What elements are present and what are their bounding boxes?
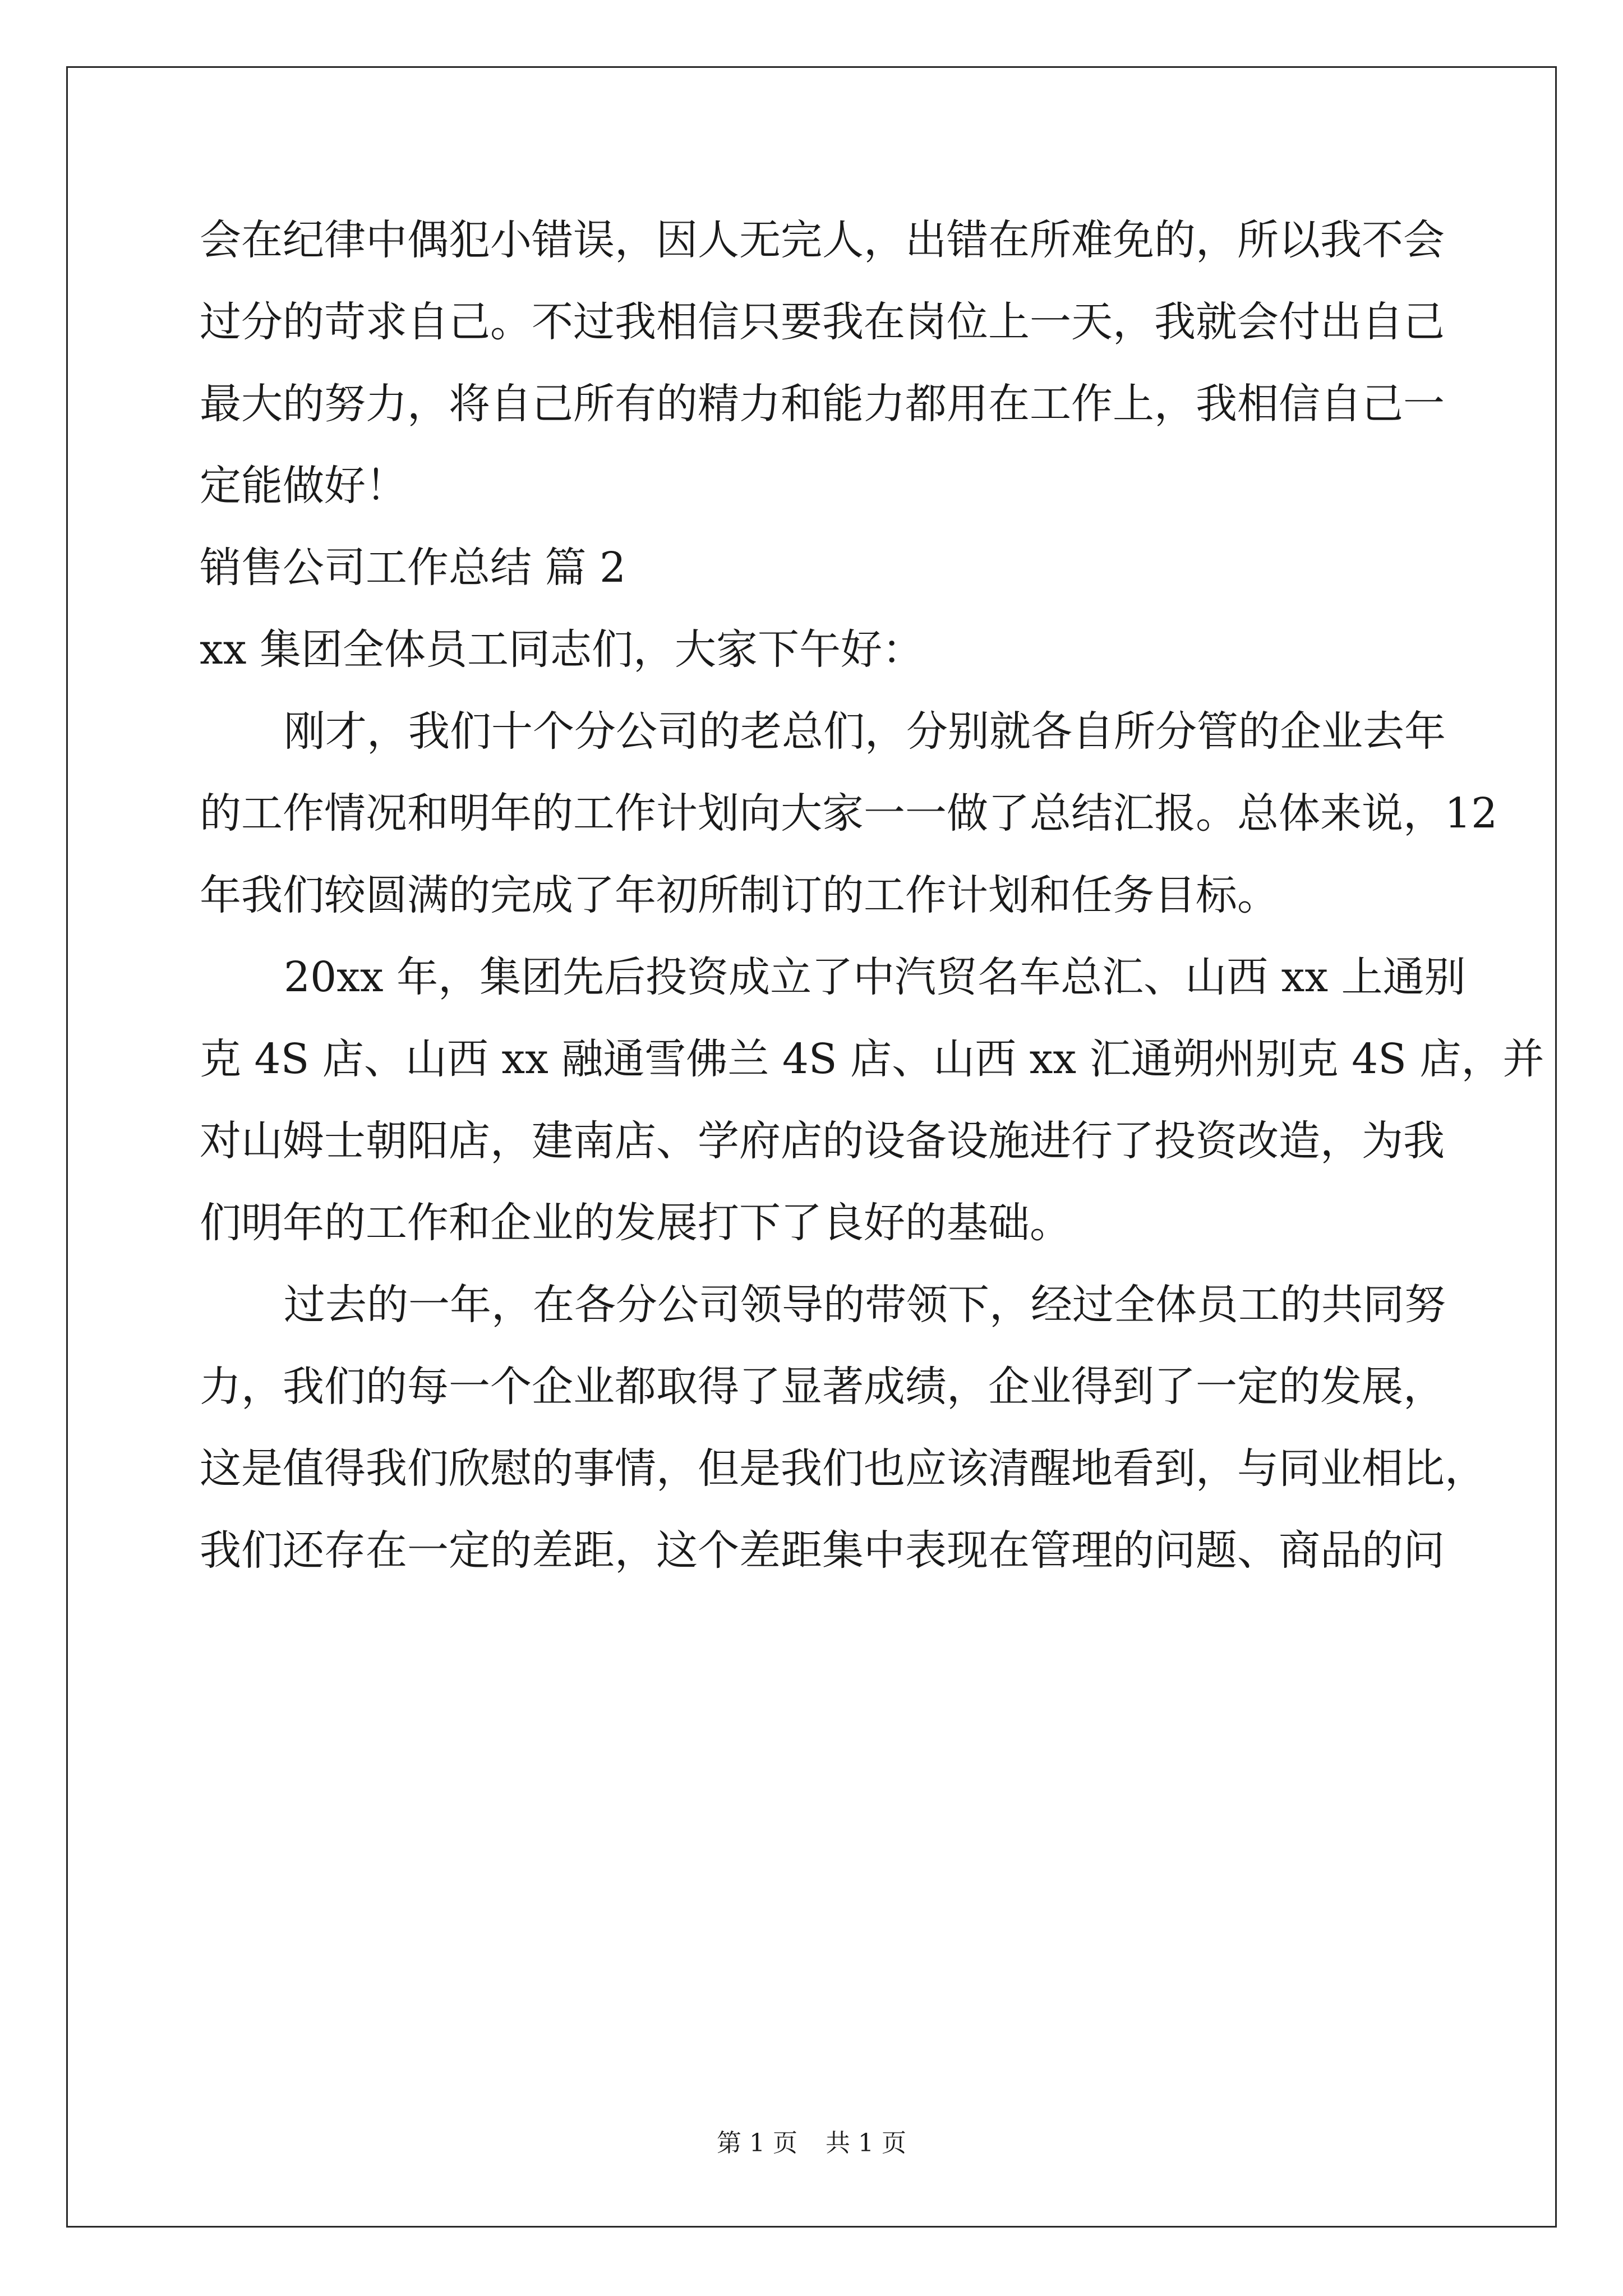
text-line: 20xx 年，集团先后投资成立了中汽贸名车总汇、山西 xx 上通别 — [284, 953, 1466, 1001]
text-line: 刚才，我们十个分公司的老总们，分别就各自所分管的企业去年 — [284, 707, 1446, 756]
text-line: 克 4S 店、山西 xx 融通雪佛兰 4S 店、山西 xx 汇通朔州别克 4S 店，并 — [200, 1035, 1544, 1083]
page-footer — [0, 2127, 1623, 2160]
text-line: 年我们较圆满的完成了年初所制订的工作计划和任务目标。 — [200, 871, 1279, 919]
page-number-total: 共 1 页 — [826, 2129, 906, 2157]
section-heading: 销售公司工作总结 篇 2 — [200, 544, 626, 592]
text-line: 定能做好！ — [200, 462, 407, 510]
text-line: 这是值得我们欣慰的事情，但是我们也应该清醒地看到，与同业相比， — [200, 1444, 1486, 1493]
text-line: 对山姆士朝阳店，建南店、学府店的设备设施进行了投资改造，为我 — [200, 1117, 1445, 1165]
salutation: xx 集团全体员工同志们，大家下午好： — [200, 625, 924, 674]
text-line: 会在纪律中偶犯小错误，因人无完人，出错在所难免的，所以我不会 — [200, 216, 1445, 264]
text-line: 过去的一年，在各分公司领导的带领下，经过全体员工的共同努 — [284, 1281, 1446, 1329]
text-line: 们明年的工作和企业的发展打下了良好的基础。 — [200, 1199, 1071, 1247]
text-line: 我们还存在一定的差距，这个差距集中表现在管理的问题、商品的问 — [200, 1526, 1445, 1575]
text-line: 最大的努力，将自己所有的精力和能力都用在工作上，我相信自己一 — [200, 380, 1445, 428]
text-line: 的工作情况和明年的工作计划向大家一一做了总结汇报。总体来说，12 — [200, 789, 1498, 838]
text-line: 过分的苛求自己。不过我相信只要我在岗位上一天，我就会付出自己 — [200, 298, 1445, 346]
page-number-current: 第 1 页 — [717, 2129, 797, 2157]
document-body — [200, 199, 1544, 1591]
text-line: 力，我们的每一个企业都取得了显著成绩，企业得到了一定的发展， — [200, 1363, 1445, 1411]
